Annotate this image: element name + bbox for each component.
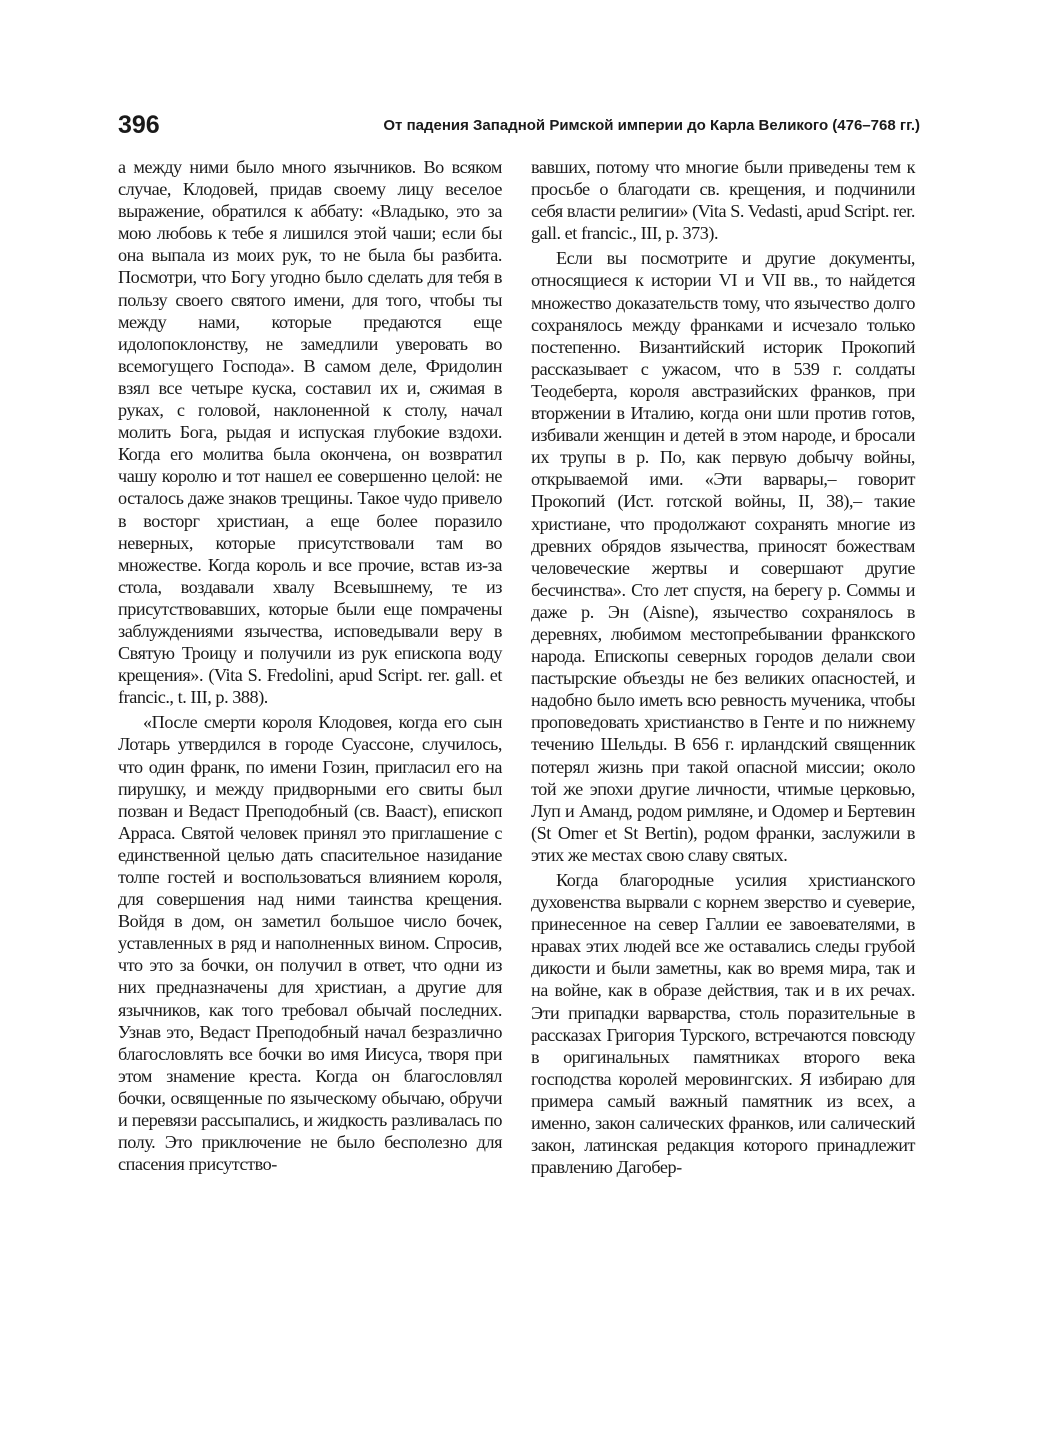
running-title: От падения Западной Римской империи до Карла Великого (476–768 гг.): [383, 117, 920, 134]
right-column: [531, 156, 915, 1178]
paragraph: вавших, потому что многие были приведены тем к просьбе о благодати св. крещения, и подчинили себя власти религии» (Vita S. Vedasti, apud Script. rer. gall. et francic., III, p. 373).: [531, 157, 915, 244]
paragraph: Если вы посмотрите и другие документы, относящиеся к истории VI и VII вв., то найдется множество доказательств тому, что язычество долго сохранялось между франками и исчезало только постепенно. Византийский историк Прокопий рассказывает с ужасом, что в 539 г. солдаты Теодеберта, короля австразийских франков, при вторжении в Италию, когда они шли против готов, избивали женщин и детей в этом народе, и бросали их трупы в р. По, как первую добычу войны, открываемой ими. «Эти варвары,– говорит Прокопий (Ист. готской войны, II, 38),– такие христиане, что продолжают сохранять многие из древних обрядов язычества, приносят божествам человеческие жертвы и совершают другие бесчинства». Сто лет спустя, на берегу р. Соммы и даже р. Эн (Aisne), язычество сохранялось в деревнях, любимом местопребывании франкского народа. Епископы северных городов делали свои пастырские объезды не без великих опасностей, и надобно было иметь всю ревность мученика, чтобы проповедовать христианство в Генте и по нижнему течению Шельды. В 656 г. ирландский священник потерял жизнь при такой опасной миссии; около той же эпохи другие личности, чтимые церковью, Луп и Аманд, родом римляне, и Одомер и Бертевин (St Omer et St Bertin), родом франки, заслужили в этих же местах свою славу святых.: [531, 248, 915, 865]
paragraph: а между ними было много язычников. Во всяком случае, Клодовей, придав своему лицу веселое выражение, обратился к аббату: «Владыко, это за мою любовь к тебе я лишился этой чаши; если бы она выпала из моих рук, то не была бы разбита. Посмотри, что Богу угодно было сделать для тебя в пользу своего святого имени, для того, чтобы ты между нами, которые предаются еще идолопоклонству, не замедлили уверовать во всемогущего Господа». В самом деле, Фридолин взял все четыре куска, составил их и, сжимая в руках, с головой, наклоненной к столу, начал молить Бога, рыдая и испуская глубокие вздохи. Когда его молитва была окончена, он возвратил чашу королю и тот нашел ее совершенно целой: не осталось даже знаков трещины. Такое чудо привело в восторг христиан, а еще более поразило неверных, которые присутствовали там во множестве. Когда король и все прочие, встав из-за стола, воздавали хвалу Всевышнему, те из присутствовавших, которые были еще помрачены заблуждениями язычества, исповедывали веру в Святую Троицу и получили из рук епископа воду крещения». (Vita S. Fredolini, apud Script. rer. gall. et francic., t. III, p. 388).: [118, 157, 502, 708]
left-column: [118, 156, 502, 1175]
page-header: [118, 110, 920, 144]
paragraph: Когда благородные усилия христианского духовенства вырвали с корнем зверство и суеверие, принесенное на север Галлии ее завоевателями, в нравах этих людей все же оставались следы грубой дикости и были заметны, как во время мира, так и на войне, как в образе действия, так и в их речах. Эти припадки варварства, столь поразительные в рассказах Григория Турского, встречаются повсюду в оригинальных памятниках второго века господства королей меровингских. Я избираю для примера самый важный памятник из всех, а именно, закон салических франков, или салический закон, латинская редакция которого принадлежит правлению Дагобер-: [531, 870, 915, 1178]
paragraph: «После смерти короля Клодовея, когда его сын Лотарь утвердился в городе Суассоне, случилось, что один франк, по имени Гозин, пригласил его на пирушку, и между придворными его свиты был позван и Ведаст Преподобный (св. Вааст), епископ Арраса. Святой человек принял это приглашение с единственной целью дать спасительное назидание толпе гостей и воспользоваться влиянием короля, для совершения над ними таинства крещения. Войдя в дом, он заметил большое число бочек, уставленных в ряд и наполненных вином. Спросив, что это за бочки, он получил в ответ, что одни из них предназначены для христиан, а другие для язычников, как того требовал обычай последних. Узнав это, Ведаст Преподобный начал безразлично благословлять все бочки во имя Иисуса, творя при этом знамение креста. Когда он благословлял бочки, освященные по языческому обычаю, обручи и перевязи рассыпались, и жидкость разливалась по полу. Это приключение не было бесполезно для спасения присутство-: [118, 712, 502, 1175]
page-number: 396: [118, 111, 160, 139]
